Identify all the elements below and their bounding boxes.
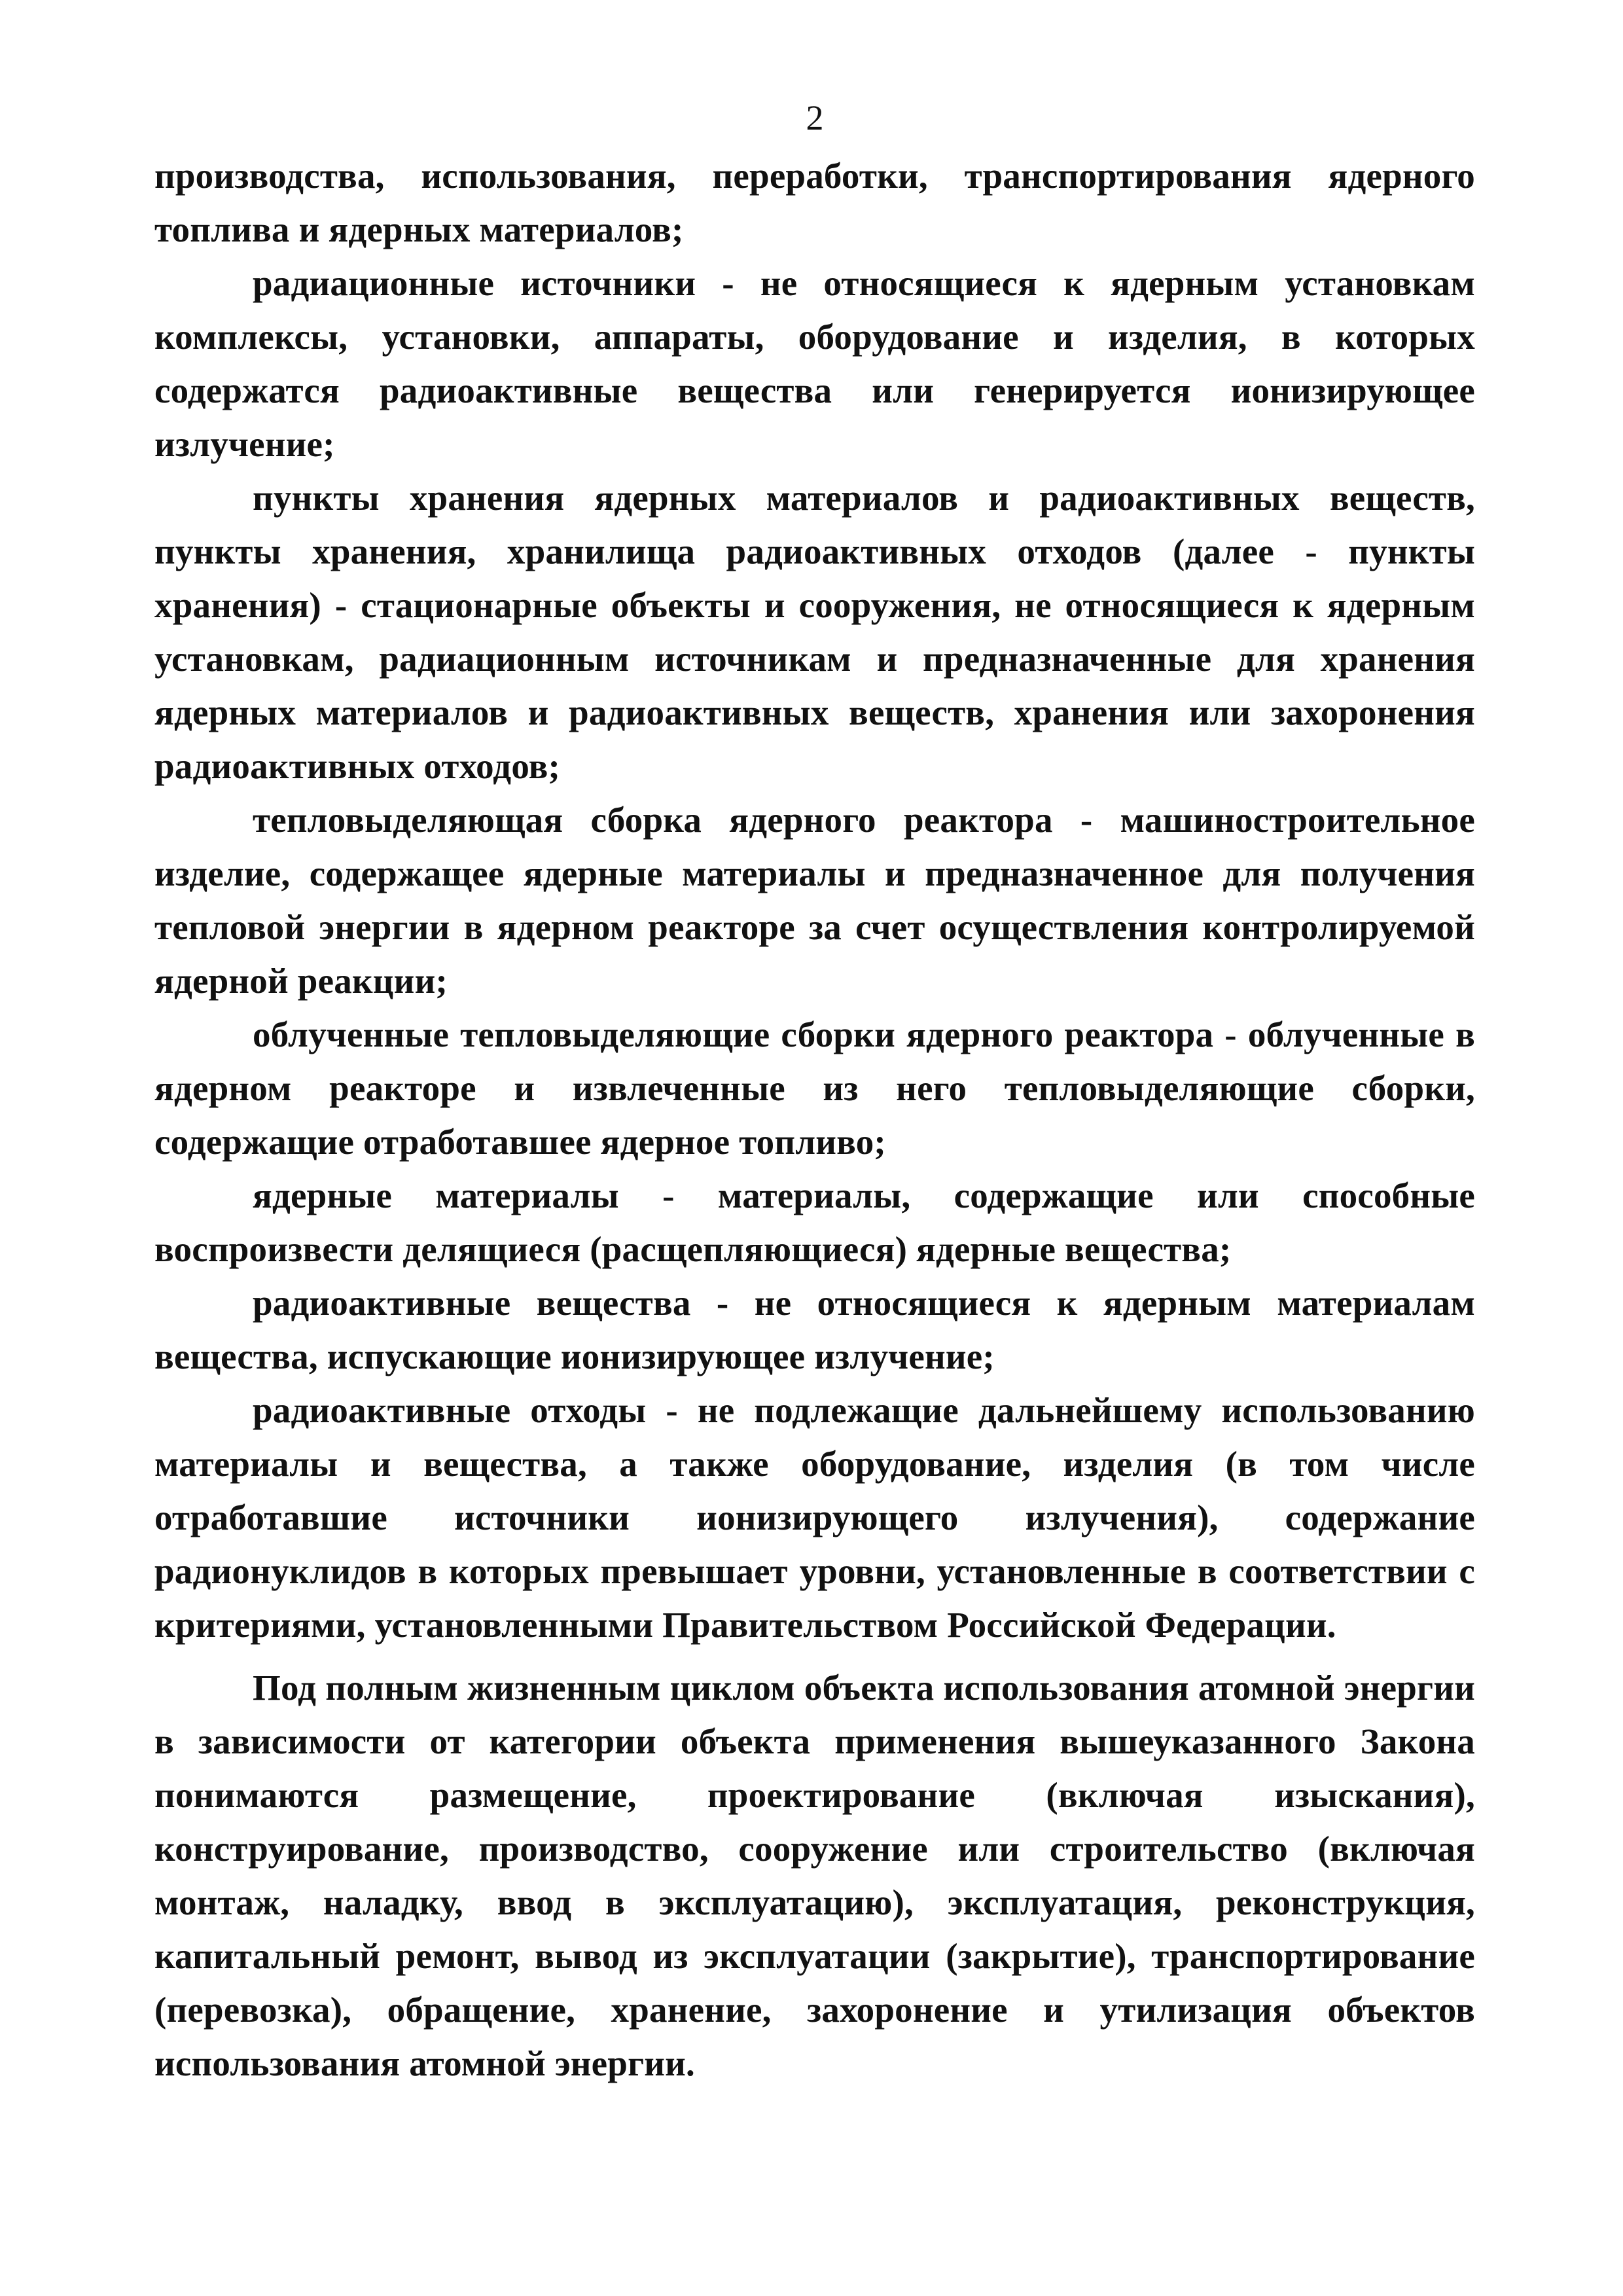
paragraph-storage-points: пункты хранения ядерных материалов и радиоактивных веществ, пункты хранения, хранилища радиоактивных отходов (далее - пункты хранения) - стационарные объекты и сооружения, не относящиеся к ядерным установкам, радиационным источникам и предназначенные для хранения ядерных материалов и радиоактивных веществ, хранения или захоронения радиоактивных отходов; <box>154 478 1475 786</box>
paragraph-radiation-sources: радиационные источники - не относящиеся к ядерным установкам комплексы, установки, аппараты, оборудование и изделия, в которых содержатся радиоактивные вещества или генерируется ионизирующее излучение; <box>154 263 1475 464</box>
page-number: 2 <box>806 98 824 137</box>
document-page <box>154 0 1475 2296</box>
paragraph-nuclear-materials: ядерные материалы - материалы, содержащие или способные воспроизвести делящиеся (расщепляющиеся) ядерные вещества; <box>154 1175 1475 1269</box>
document-body <box>154 149 1475 2090</box>
paragraph-irradiated-assemblies: облученные тепловыделяющие сборки ядерного реактора - облученные в ядерном реакторе и извлеченные из него тепловыделяющие сборки, содержащие отработавшее ядерное топливо; <box>154 1014 1475 1162</box>
paragraph-radioactive-substances: радиоактивные вещества - не относящиеся к ядерным материалам вещества, испускающие ионизирующее излучение; <box>154 1283 1475 1376</box>
paragraph-fuel-assembly: тепловыделяющая сборка ядерного реактора - машиностроительное изделие, содержащее ядерные материалы и предназначенное для получения тепловой энергии в ядерном реакторе за счет осуществления контролируемой ядерной реакции; <box>154 800 1475 1001</box>
paragraph-life-cycle: Под полным жизненным циклом объекта использования атомной энергии в зависимости от категории объекта применения вышеуказанного Закона понимаются размещение, проектирование (включая изыскания), конструирование, производство, сооружение или строительство (включая монтаж, наладку, ввод в эксплуатацию), эксплуатация, реконструкция, капитальный ремонт, вывод из эксплуатации (закрытие), транспортирование (перевозка), обращение, хранение, захоронение и утилизация объектов использования атомной энергии. <box>154 1668 1475 2083</box>
paragraph-radioactive-waste: радиоактивные отходы - не подлежащие дальнейшему использованию материалы и вещества, а также оборудование, изделия (в том числе отработавшие источники ионизирующего излучения), содержание радионуклидов в которых превышает уровни, установленные в соответствии с критериями, установленными Правительством Российской Федерации. <box>154 1390 1475 1645</box>
paragraph-fuel-and-materials: производства, использования, переработки, транспортирования ядерного топлива и ядерных материалов; <box>154 156 1475 249</box>
